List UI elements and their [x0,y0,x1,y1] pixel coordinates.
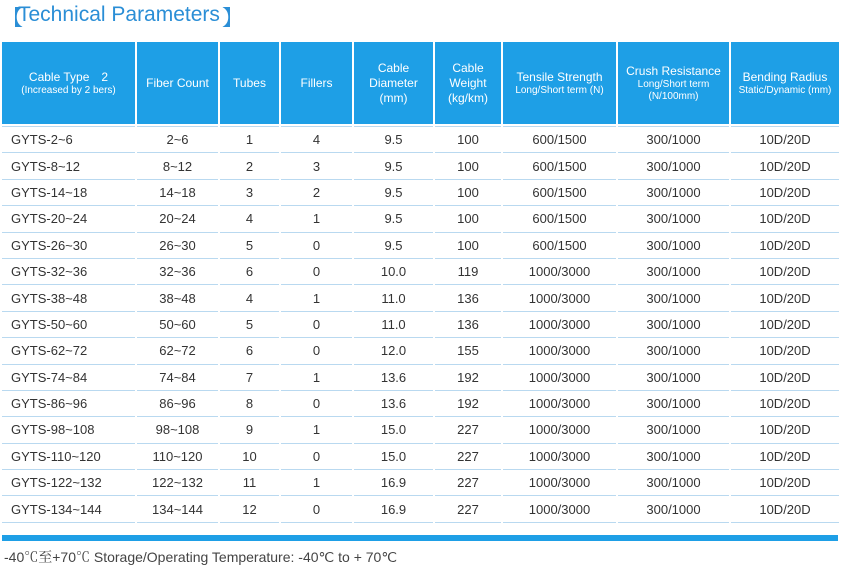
table-cell: 16.9 [354,470,433,496]
table-cell: 0 [281,338,352,364]
column-header-sublabel: Long/Short term (N) [515,84,604,96]
table-cell: 300/1000 [618,285,729,311]
table-cell: GYTS-8~12 [2,153,135,179]
table-header-row [2,42,839,126]
table-row [2,417,839,443]
table-cell: GYTS-62~72 [2,338,135,364]
table-cell: GYTS-50~60 [2,312,135,338]
table-cell: 32~36 [137,259,218,285]
table-cell: 1000/3000 [503,444,616,470]
table-cell: 50~60 [137,312,218,338]
table-cell: 1000/3000 [503,391,616,417]
table-cell: 10D/20D [731,206,839,232]
table-cell: 20~24 [137,206,218,232]
table-cell: 100 [435,180,501,206]
table-cell: 10 [220,444,279,470]
table-cell: 10D/20D [731,153,839,179]
column-header-sublabel: (Increased by 2 bers) [21,84,116,96]
column-header [220,42,279,126]
table-cell: 15.0 [354,417,433,443]
table-cell: 15.0 [354,444,433,470]
title-close-bracket: 】 [222,7,243,30]
table-row [2,126,839,153]
table-cell: 300/1000 [618,206,729,232]
table-cell: 4 [281,126,352,153]
column-header [354,42,433,126]
table-cell: 300/1000 [618,180,729,206]
table-cell: 26~30 [137,233,218,259]
column-header-label: Cable Weight (kg/km) [448,60,488,105]
table-cell: 38~48 [137,285,218,311]
table-cell: 2~6 [137,126,218,153]
table-row [2,391,839,417]
column-header-label: Cable Diameter (mm) [369,60,418,105]
table-cell: 300/1000 [618,470,729,496]
table-cell: GYTS-74~84 [2,365,135,391]
table-cell: GYTS-122~132 [2,470,135,496]
table-cell: 100 [435,126,501,153]
table-cell: 10D/20D [731,444,839,470]
table-cell: 300/1000 [618,153,729,179]
column-header [137,42,218,126]
table-cell: 300/1000 [618,126,729,153]
table-cell: 1000/3000 [503,417,616,443]
table-cell: 227 [435,496,501,522]
table-cell: 119 [435,259,501,285]
table-cell: 1 [281,206,352,232]
table-cell: 1000/3000 [503,365,616,391]
table-cell: 3 [281,153,352,179]
table-cell: 10D/20D [731,285,839,311]
table-cell: 192 [435,391,501,417]
table-cell: 14~18 [137,180,218,206]
table-cell: 155 [435,338,501,364]
table-cell: 1 [281,470,352,496]
table-cell: 100 [435,206,501,232]
table-cell: 300/1000 [618,391,729,417]
table-row [2,365,839,391]
column-header [503,42,616,126]
table-cell: 1000/3000 [503,285,616,311]
table-cell: 3 [220,180,279,206]
table-cell: GYTS-14~18 [2,180,135,206]
table-cell: 8 [220,391,279,417]
table-cell: GYTS-20~24 [2,206,135,232]
table-row [2,259,839,285]
table-row [2,338,839,364]
table-cell: 300/1000 [618,496,729,522]
table-cell: 2 [281,180,352,206]
table-cell: 0 [281,444,352,470]
table-cell: 16.9 [354,496,433,522]
table-cell: 136 [435,285,501,311]
table-cell: 300/1000 [618,417,729,443]
column-header-label: Fillers [300,75,333,90]
table-cell: 6 [220,259,279,285]
table-cell: 1000/3000 [503,470,616,496]
table-cell: 300/1000 [618,365,729,391]
table-cell: 122~132 [137,470,218,496]
title-open-bracket: 【 [2,7,23,30]
table-cell: 9.5 [354,233,433,259]
table-cell: 86~96 [137,391,218,417]
table-cell: 5 [220,233,279,259]
column-header-label: Tubes [233,75,266,90]
table-cell: 74~84 [137,365,218,391]
column-header [435,42,501,126]
table-cell: GYTS-134~144 [2,496,135,522]
table-cell: 12.0 [354,338,433,364]
column-header [731,42,839,126]
table-cell: 300/1000 [618,233,729,259]
table-cell: 1000/3000 [503,496,616,522]
bottom-divider [2,535,838,541]
column-header-label: Cable Type 2 [28,69,109,84]
table-cell: 10D/20D [731,126,839,153]
table-cell: 9 [220,417,279,443]
table-cell: 2 [220,153,279,179]
table-cell: 1000/3000 [503,259,616,285]
table-row [2,470,839,496]
table-cell: 9.5 [354,180,433,206]
table-cell: 1 [281,285,352,311]
table-cell: 0 [281,233,352,259]
table-cell: 100 [435,233,501,259]
table-row [2,153,839,179]
table-row [2,285,839,311]
table-cell: 0 [281,312,352,338]
column-header-label: Tensile Strength [516,69,603,84]
table-cell: 13.6 [354,365,433,391]
table-cell: 227 [435,417,501,443]
table-cell: 12 [220,496,279,522]
table-row [2,206,839,232]
table-cell: 110~120 [137,444,218,470]
table-cell: 13.6 [354,391,433,417]
table-row [2,444,839,470]
table-cell: 10.0 [354,259,433,285]
table-cell: 300/1000 [618,338,729,364]
table-cell: 1 [281,417,352,443]
table-cell: 10D/20D [731,470,839,496]
table-cell: GYTS-32~36 [2,259,135,285]
table-cell: 227 [435,470,501,496]
table-cell: 7 [220,365,279,391]
column-header-label: Bending Radius [742,69,828,84]
column-header-sublabel: Static/Dynamic (mm) [738,84,832,96]
table-cell: 9.5 [354,153,433,179]
table-row [2,180,839,206]
table-cell: 600/1500 [503,233,616,259]
table-cell: 11 [220,470,279,496]
table-cell: 300/1000 [618,312,729,338]
table-cell: 11.0 [354,312,433,338]
table-body [2,126,839,523]
table-cell: GYTS-86~96 [2,391,135,417]
table-cell: 1000/3000 [503,338,616,364]
column-header-label: Crush Resistance [626,63,721,78]
table-cell: 9.5 [354,126,433,153]
parameters-table [0,42,841,523]
table-cell: 10D/20D [731,391,839,417]
table-cell: 1 [220,126,279,153]
table-cell: 10D/20D [731,259,839,285]
title-text: Technical Parameters [18,3,220,26]
table-cell: 1 [281,365,352,391]
table-row [2,233,839,259]
table-cell: 5 [220,312,279,338]
column-header-sublabel: Long/Short term (N/100mm) [637,78,710,102]
table-cell: 10D/20D [731,365,839,391]
table-cell: 10D/20D [731,233,839,259]
table-cell: 10D/20D [731,180,839,206]
table-cell: GYTS-38~48 [2,285,135,311]
table-cell: 4 [220,285,279,311]
table-cell: GYTS-2~6 [2,126,135,153]
column-header [618,42,729,126]
table-cell: 100 [435,153,501,179]
column-header [2,42,135,126]
table-cell: 300/1000 [618,444,729,470]
table-cell: GYTS-110~120 [2,444,135,470]
temperature-footnote: -40℃至+70℃ Storage/Operating Temperature: -40℃ to + 70℃ [4,549,398,565]
table-cell: GYTS-26~30 [2,233,135,259]
table-row [2,312,839,338]
table-cell: 11.0 [354,285,433,311]
table-cell: 600/1500 [503,180,616,206]
table-cell: 192 [435,365,501,391]
table-cell: 4 [220,206,279,232]
table-cell: 600/1500 [503,206,616,232]
table-cell: GYTS-98~108 [2,417,135,443]
table-cell: 1000/3000 [503,312,616,338]
table-cell: 9.5 [354,206,433,232]
table-cell: 10D/20D [731,417,839,443]
table-cell: 0 [281,391,352,417]
column-header [281,42,352,126]
table-cell: 600/1500 [503,153,616,179]
table-row [2,496,839,522]
table-cell: 0 [281,259,352,285]
table-cell: 300/1000 [618,259,729,285]
table-cell: 136 [435,312,501,338]
table-cell: 8~12 [137,153,218,179]
page-title [0,2,846,28]
table-cell: 10D/20D [731,496,839,522]
table-cell: 227 [435,444,501,470]
table-cell: 62~72 [137,338,218,364]
column-header-label: Fiber Count [146,75,209,90]
table-cell: 10D/20D [731,312,839,338]
table-cell: 6 [220,338,279,364]
table-cell: 600/1500 [503,126,616,153]
table-cell: 134~144 [137,496,218,522]
table-cell: 98~108 [137,417,218,443]
table-cell: 10D/20D [731,338,839,364]
table-cell: 0 [281,496,352,522]
